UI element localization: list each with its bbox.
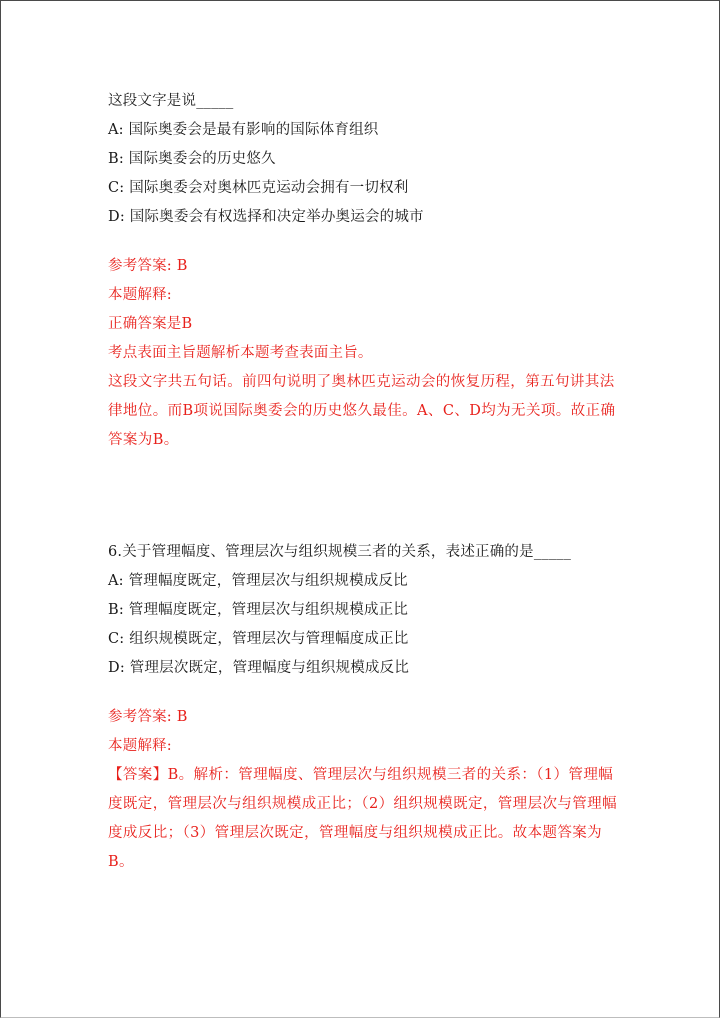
question-5-analysis bbox=[108, 368, 616, 455]
question-6-option-c: C: 组织规模既定，管理层次与管理幅度成正比 bbox=[108, 631, 409, 647]
question-5-analysis-line: 答案为B。 bbox=[108, 432, 179, 448]
question-6-explain-label: 本题解释: bbox=[108, 738, 172, 754]
question-5-test-point: 考点表面主旨题解析本题考查表面主旨。 bbox=[108, 345, 373, 361]
question-6-option-a: A: 管理幅度既定，管理层次与组织规模成反比 bbox=[108, 573, 408, 589]
question-5-stem: 这段文字是说_____ bbox=[108, 93, 234, 109]
question-5-explain-label: 本题解释: bbox=[108, 287, 172, 303]
question-5-option-a: A: 国际奥委会是最有影响的国际体育组织 bbox=[108, 122, 379, 138]
question-5-analysis-line: 律地位。而B项说国际奥委会的历史悠久最佳。A、C、D均为无关项。故正确 bbox=[108, 403, 616, 419]
question-6-stem: 6.关于管理幅度、管理层次与组织规模三者的关系，表述正确的是_____ bbox=[108, 544, 572, 560]
question-5-correct-answer: 正确答案是B bbox=[108, 316, 193, 332]
question-6-answer: 参考答案: B bbox=[108, 709, 188, 725]
question-5-option-d: D: 国际奥委会有权选择和决定举办奥运会的城市 bbox=[108, 209, 424, 225]
question-5-analysis-line: 这段文字共五句话。前四句说明了奥林匹克运动会的恢复历程，第五句讲其法 bbox=[108, 374, 615, 390]
question-6-option-b: B: 管理幅度既定，管理层次与组织规模成正比 bbox=[108, 602, 409, 618]
question-6-analysis-line: 度既定，管理层次与组织规模成正比；（2）组织规模既定，管理层次与管理幅 bbox=[108, 796, 617, 812]
question-6-analysis bbox=[108, 761, 616, 877]
question-5-option-b: B: 国际奥委会的历史悠久 bbox=[108, 151, 276, 167]
question-5-block bbox=[108, 87, 616, 455]
question-6-block bbox=[108, 538, 616, 877]
question-6-analysis-line: 【答案】B。解析：管理幅度、管理层次与组织规模三者的关系：（1）管理幅 bbox=[108, 767, 614, 783]
question-5-answer: 参考答案: B bbox=[108, 258, 188, 274]
question-6-analysis-line: B。 bbox=[108, 854, 134, 870]
question-6-analysis-line: 度成反比；（3）管理层次既定，管理幅度与组织规模成正比。故本题答案为 bbox=[108, 825, 603, 841]
question-6-option-d: D: 管理层次既定，管理幅度与组织规模成反比 bbox=[108, 660, 410, 676]
question-5-option-c: C: 国际奥委会对奥林匹克运动会拥有一切权利 bbox=[108, 180, 409, 196]
